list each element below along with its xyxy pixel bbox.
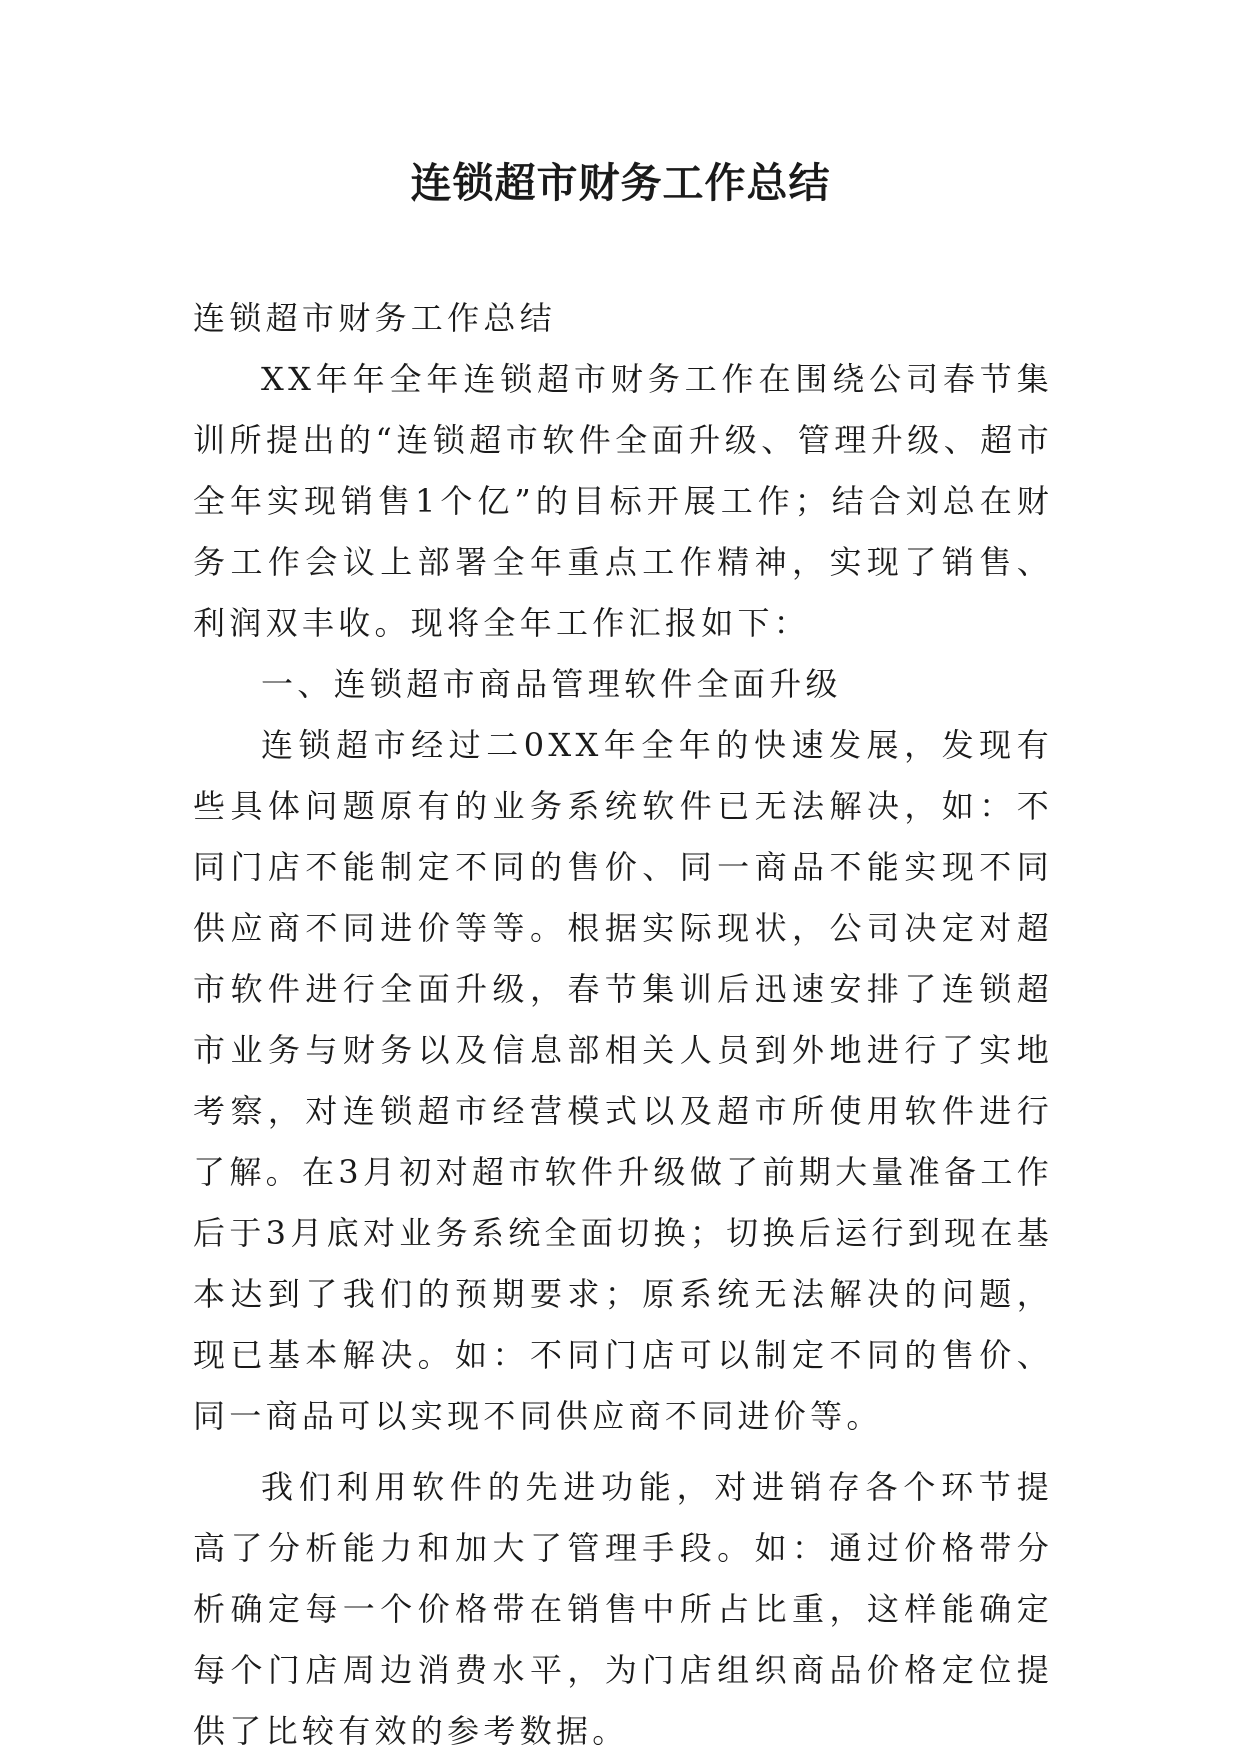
page-title: 连锁超市财务工作总结 bbox=[410, 159, 831, 207]
document-body bbox=[193, 288, 1053, 1762]
subtitle-line: 连锁超市财务工作总结 bbox=[193, 299, 557, 337]
paragraph-software-upgrade: 连锁超市经过二0XX年全年的快速发展，发现有些具体问题原有的业务系统软件已无法解决，如：不同门店不能制定不同的售价、同一商品不能实现不同供应商不同进价等等。根据实际现状，公司决定对超市软件进行全面升级，春节集训后迅速安排了连锁超市业务与财务以及信息部相关人员到外地进行了实地考察，对连锁超市经营模式以及超市所使用软件进行了解。在3月初对超市软件升级做了前期大量准备工作后于3月底对业务系统全面切换；切换后运行到现在基本达到了我们的预期要求；原系统无法解决的问题，现已基本解决。如：不同门店可以制定不同的售价、同一商品可以实现不同供应商不同进价等。 bbox=[193, 726, 1053, 1435]
section-heading-1: 一、连锁超市商品管理软件全面升级 bbox=[261, 665, 842, 703]
paragraph-analysis: 我们利用软件的先进功能，对进销存各个环节提高了分析能力和加大了管理手段。如：通过价格带分析确定每一个价格带在销售中所占比重，这样能确定每个门店周边消费水平，为门店组织商品价格定位提供了比较有效的参考数据。 bbox=[193, 1468, 1053, 1750]
paragraph-intro: XX年年全年连锁超市财务工作在围绕公司春节集训所提出的“连锁超市软件全面升级、管理升级、超市全年实现销售1个亿”的目标开展工作；结合刘总在财务工作会议上部署全年重点工作精神，实现了销售、利润双丰收。现将全年工作汇报如下： bbox=[193, 360, 1053, 642]
